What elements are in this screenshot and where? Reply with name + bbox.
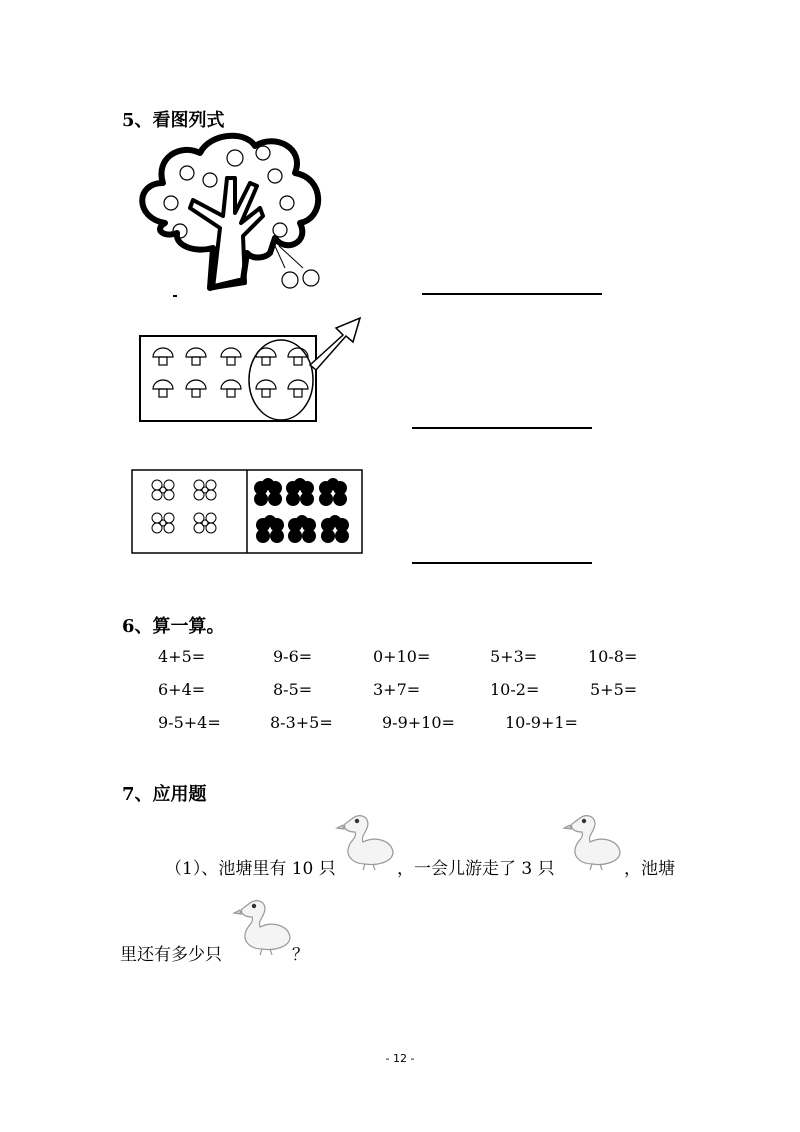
duck-icon — [335, 808, 397, 870]
equation[interactable]: 8-3+5= — [270, 713, 333, 732]
problem-text-d: 里还有多少只 — [120, 945, 222, 965]
section-5-title: 5、看图列式 — [122, 110, 225, 131]
section-7-title: 7、应用题 — [122, 784, 207, 805]
equation[interactable]: 5+3= — [490, 647, 538, 666]
equation[interactable]: 9-6= — [273, 647, 313, 666]
equation[interactable]: 0+10= — [373, 647, 431, 666]
outline-flowers — [152, 480, 216, 533]
equation[interactable]: 10-8= — [588, 647, 638, 666]
equation[interactable]: 5+5= — [590, 680, 638, 699]
equation[interactable]: 10-2= — [490, 680, 540, 699]
duck-icon — [562, 808, 624, 870]
duck-icon — [232, 893, 294, 955]
mushroom-figure — [138, 310, 368, 425]
equation[interactable]: 8-5= — [273, 680, 313, 699]
page-number: - 12 - — [385, 1052, 415, 1065]
arrow-icon — [310, 318, 360, 370]
black-flowers — [254, 478, 349, 543]
problem-text-a: （1）、池塘里有 10 只 — [165, 859, 336, 879]
problem-text-e: ？ — [292, 945, 309, 965]
answer-line-3[interactable] — [412, 562, 592, 564]
section-6-title: 6、算一算。 — [122, 616, 225, 637]
fallen-apples — [282, 270, 319, 288]
equation[interactable]: 10-9+1= — [505, 713, 578, 732]
equation[interactable]: 6+4= — [158, 680, 206, 699]
problem-text-b: ，一会儿游走了 3 只 — [397, 859, 555, 879]
answer-line-1[interactable] — [422, 293, 602, 295]
answer-line-2[interactable] — [412, 427, 592, 429]
equation[interactable]: 3+7= — [373, 680, 421, 699]
equation[interactable]: 9-9+10= — [382, 713, 455, 732]
flower-figure — [130, 468, 365, 556]
mushrooms — [153, 348, 308, 397]
apples-on-tree — [164, 146, 294, 238]
problem-text-c: ，池塘 — [624, 859, 675, 879]
apple-tree-figure — [135, 128, 335, 303]
equation[interactable]: 9-5+4= — [158, 713, 221, 732]
equation[interactable]: 4+5= — [158, 647, 206, 666]
circled-group — [249, 340, 313, 420]
